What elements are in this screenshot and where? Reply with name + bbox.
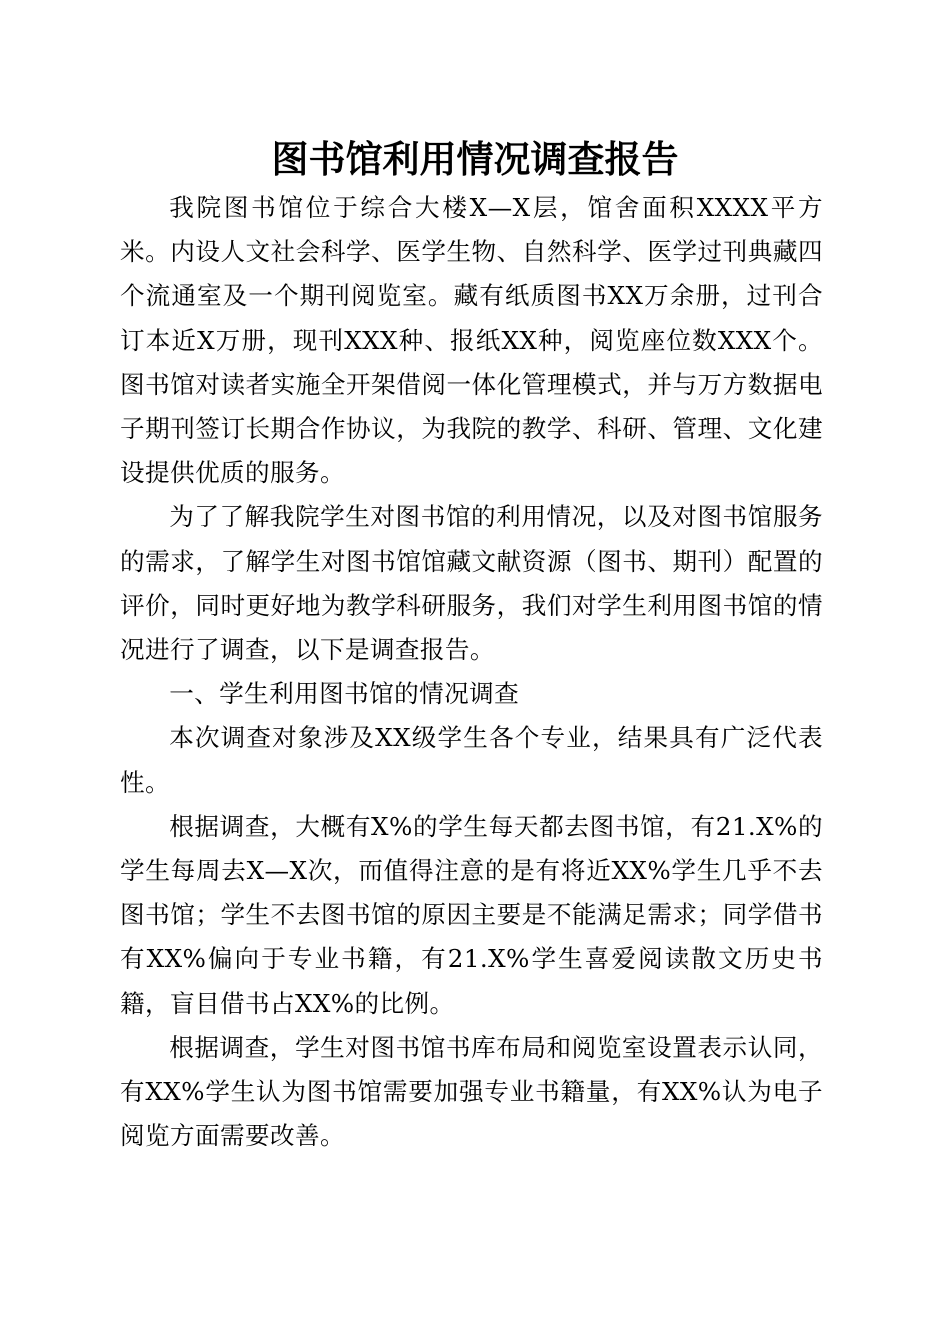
paragraph-survey-scope: 本次调查对象涉及XX级学生各个专业，结果具有广泛代表性。	[120, 723, 823, 797]
document-title: 图书馆利用情况调查报告	[271, 137, 679, 181]
section-heading: 一、学生利用图书馆的情况调查	[169, 679, 520, 709]
paragraph-usage-findings: 根据调查，大概有X%的学生每天都去图书馆，有21.X%的学生每周去X—X次，而值得注意的是有将近XX%学生几乎不去图书馆；学生不去图书馆的原因主要是不能满足需求；同学借书有XX%偏向于专业书籍，有21.X%学生喜爱阅读散文历史书籍，盲目借书占XX%的比例。	[120, 811, 823, 1018]
paragraph-layout-findings: 根据调查，学生对图书馆书库布局和阅览室设置表示认同，有XX%学生认为图书馆需要加强专业书籍量，有XX%认为电子阅览方面需要改善。	[120, 1032, 823, 1151]
paragraph-survey-purpose: 为了了解我院学生对图书馆的利用情况，以及对图书馆服务的需求，了解学生对图书馆馆藏文献资源（图书、期刊）配置的评价，同时更好地为教学科研服务，我们对学生利用图书馆的情况进行了调查，以下是调查报告。	[120, 502, 823, 665]
document-body	[120, 186, 823, 1158]
paragraph-library-overview: 我院图书馆位于综合大楼X—X层，馆舍面积XXXX平方米。内设人文社会科学、医学生物、自然科学、医学过刊典藏四个流通室及一个期刊阅览室。藏有纸质图书XX万余册，过刊合订本近X万册，现刊XXX种、报纸XX种，阅览座位数XXX个。图书馆对读者实施全开架借阅一体化管理模式，并与万方数据电子期刊签订长期合作协议，为我院的教学、科研、管理、文化建设提供优质的服务。	[120, 193, 823, 488]
